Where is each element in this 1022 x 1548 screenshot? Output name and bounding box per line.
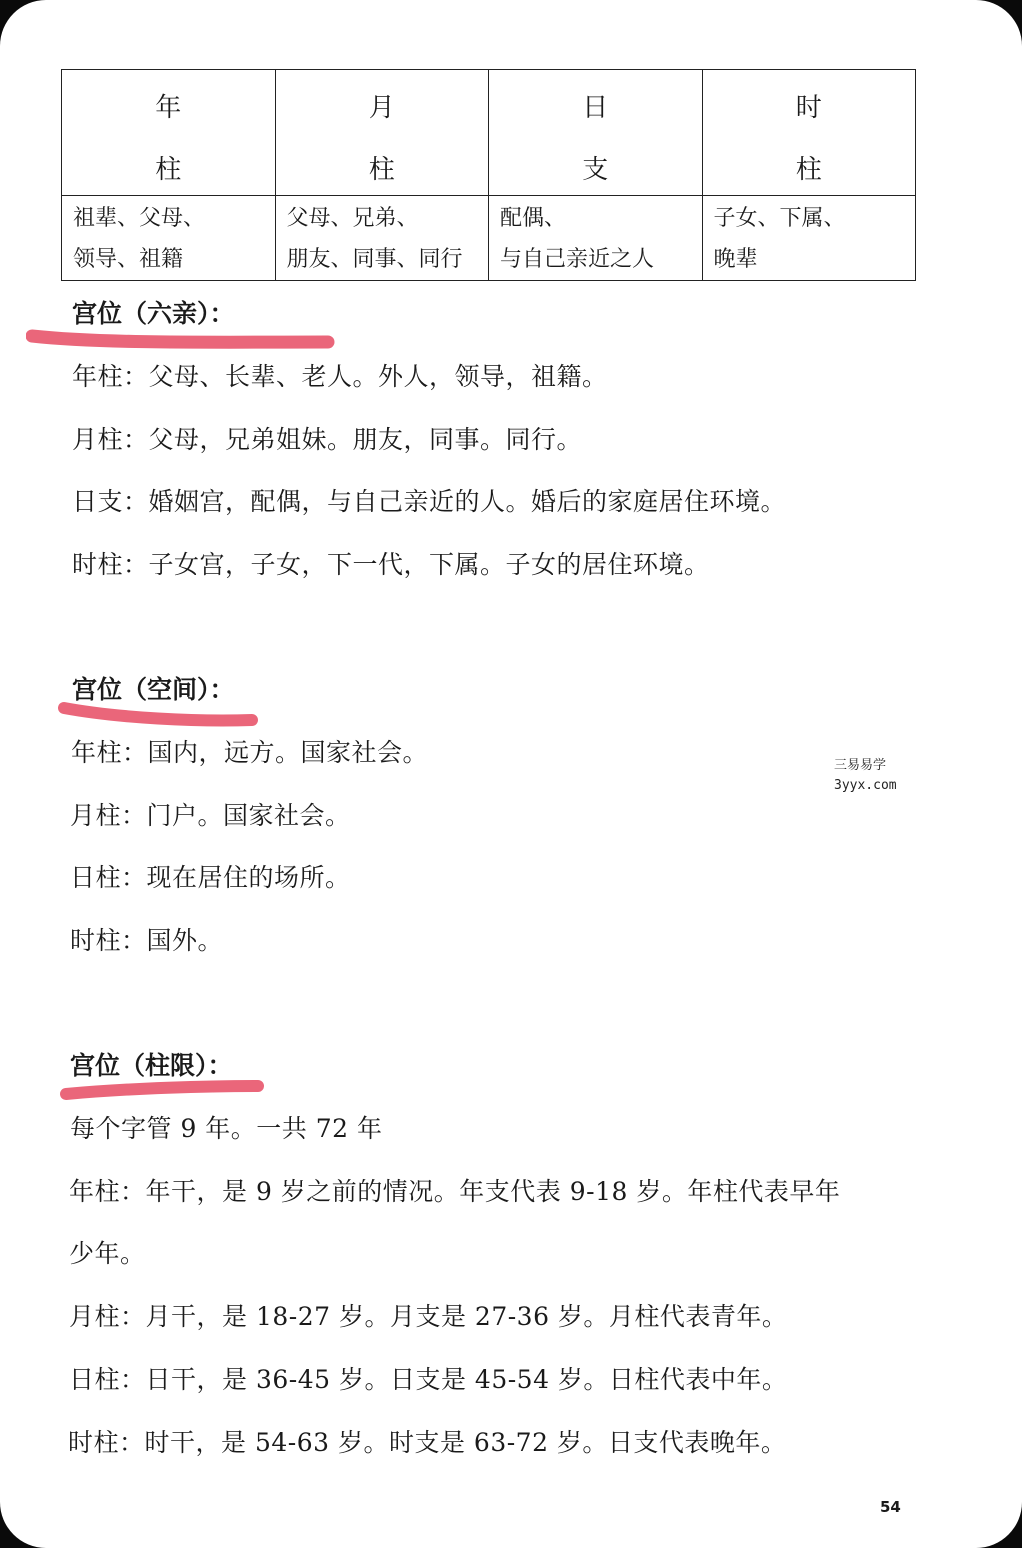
section-heading-zhuxian: 宫位（柱限）： bbox=[70, 1051, 233, 1080]
header-cell-day: 日 支 bbox=[489, 70, 703, 196]
header-cell-month: 月 柱 bbox=[275, 70, 489, 196]
header-cell-year: 年 柱 bbox=[62, 70, 276, 196]
table-cell-day: 配偶、 与自己亲近之人 bbox=[489, 196, 703, 281]
text-line: 年柱：国内，远方。国家社会。 bbox=[71, 738, 429, 767]
text-line: 每个字管 9 年。一共 72 年 bbox=[70, 1114, 383, 1143]
text-line: 年柱：父母、长辈、老人。外人，领导，祖籍。 bbox=[72, 362, 608, 391]
section-heading-liuqin: 宫位（六亲）： bbox=[72, 299, 235, 328]
page-number: 54 bbox=[880, 1498, 901, 1516]
text-line: 月柱：月干，是 18-27 岁。月支是 27-36 岁。月柱代表青年。 bbox=[69, 1302, 788, 1331]
watermark: 三易易学 3yyx.com bbox=[834, 758, 897, 793]
text-line: 年柱：年干，是 9 岁之前的情况。年支代表 9-18 岁。年柱代表早年 bbox=[69, 1177, 841, 1206]
text-line: 日支：婚姻宫，配偶，与自己亲近的人。婚后的家庭居住环境。 bbox=[72, 487, 787, 516]
text-line: 时柱：时干，是 54-63 岁。时支是 63-72 岁。日支代表晚年。 bbox=[68, 1428, 787, 1457]
text-line: 日柱：现在居住的场所。 bbox=[70, 863, 351, 892]
section-heading-kongjian: 宫位（空间）： bbox=[72, 675, 235, 704]
table-cell-year: 祖辈、父母、 领导、祖籍 bbox=[62, 196, 276, 281]
header-cell-hour: 时 柱 bbox=[702, 70, 916, 196]
table-cell-hour: 子女、下属、 晚辈 bbox=[702, 196, 916, 281]
table-cell-month: 父母、兄弟、 朋友、同事、同行 bbox=[275, 196, 489, 281]
table-row bbox=[62, 196, 916, 281]
text-line: 时柱：国外。 bbox=[70, 926, 224, 955]
text-line: 时柱：子女宫，子女，下一代，下属。子女的居住环境。 bbox=[72, 550, 710, 579]
text-line: 月柱：父母，兄弟姐妹。朋友，同事。同行。 bbox=[72, 425, 583, 454]
text-line: 少年。 bbox=[69, 1239, 146, 1268]
pillars-table bbox=[61, 69, 916, 281]
text-line: 日柱：日干，是 36-45 岁。日支是 45-54 岁。日柱代表中年。 bbox=[69, 1365, 788, 1394]
text-line: 月柱：门户。国家社会。 bbox=[70, 801, 351, 830]
table-header-row bbox=[62, 70, 916, 196]
